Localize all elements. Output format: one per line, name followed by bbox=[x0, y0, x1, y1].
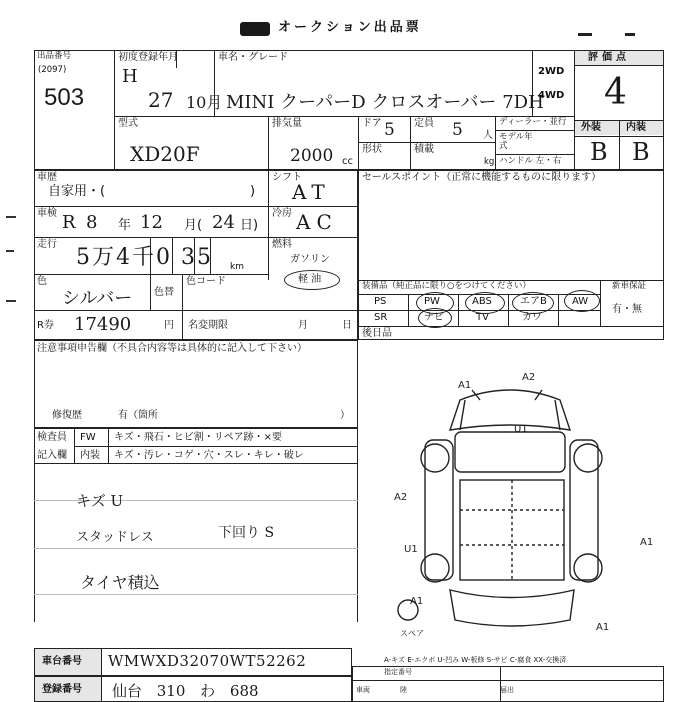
equip-ps: PS bbox=[374, 296, 387, 307]
divider bbox=[495, 154, 574, 155]
model-year-label: モデル年式 bbox=[499, 132, 533, 151]
divider bbox=[408, 294, 409, 326]
inspection-month-text: 月( bbox=[184, 218, 203, 233]
equip-tv: TV bbox=[476, 312, 489, 323]
header-mark bbox=[625, 33, 635, 36]
footer-location: 陸 bbox=[400, 686, 407, 694]
entry-label: 記入欄 bbox=[37, 450, 67, 461]
mileage-label: 走行 bbox=[37, 239, 57, 250]
score-value: 4 bbox=[604, 72, 627, 113]
registration-label: 登録番号 bbox=[42, 684, 82, 695]
capacity-label: 定員 bbox=[414, 118, 434, 129]
equipment-label: 装備品（純正品に限り○をつけてください） bbox=[362, 281, 531, 291]
chassis-value: WMWXD32070WT52262 bbox=[108, 652, 307, 670]
color-label: 色 bbox=[37, 276, 47, 287]
color-value: シルバー bbox=[62, 288, 133, 309]
car-roof bbox=[455, 432, 565, 472]
displacement-label: 排気量 bbox=[272, 118, 302, 129]
mileage-value: 5万4千0 35 bbox=[76, 245, 213, 270]
damage-mark: A2 bbox=[394, 492, 408, 503]
circle-mark bbox=[512, 292, 554, 314]
circle-mark bbox=[418, 308, 452, 328]
divider bbox=[358, 326, 664, 327]
damage-mark: A1 bbox=[596, 622, 610, 633]
footer-note: 届出 bbox=[500, 686, 514, 694]
divider bbox=[34, 206, 358, 207]
damage-mark: A1 bbox=[410, 596, 424, 607]
color-code-label: 色コード bbox=[186, 276, 226, 287]
aircon-label: 冷房 bbox=[272, 208, 292, 219]
capacity-value: 5 bbox=[452, 120, 463, 140]
divider bbox=[108, 428, 109, 464]
damage-mark: A2 bbox=[522, 372, 536, 383]
score-label: 評価点 bbox=[588, 52, 630, 63]
equip-sr: SR bbox=[374, 312, 388, 323]
name-change-month: 月 bbox=[298, 320, 308, 331]
divider bbox=[182, 274, 183, 310]
lot-number: 503 bbox=[44, 84, 85, 111]
model-type-label: 型式 bbox=[118, 118, 138, 129]
damage-mark: A1 bbox=[640, 537, 654, 548]
note-line1: キズ U bbox=[76, 492, 124, 510]
dealer-label: ディーラー・並行 bbox=[499, 117, 567, 127]
car-diagram bbox=[360, 340, 664, 650]
interior-row-label: 内装 bbox=[80, 450, 100, 461]
doors-label: ドア bbox=[362, 118, 382, 129]
repair-label: 修復歴 bbox=[52, 410, 82, 421]
doors-value: 5 bbox=[384, 120, 395, 140]
divider bbox=[214, 50, 215, 116]
inspection-day-text: 日) bbox=[240, 218, 259, 233]
divider bbox=[268, 170, 269, 280]
repair-close: ） bbox=[340, 410, 350, 421]
divider bbox=[600, 280, 601, 326]
divider bbox=[410, 116, 411, 170]
repair-value: 有（箇所 bbox=[118, 410, 158, 421]
car-name-label: 車名・グレード bbox=[218, 52, 288, 63]
lot-label: 出品番号 bbox=[37, 51, 72, 61]
divider bbox=[352, 680, 664, 681]
shift-label: シフト bbox=[272, 172, 302, 183]
note-line4: タイヤ積込 bbox=[80, 573, 160, 592]
usage-value: 自家用・( bbox=[48, 184, 106, 199]
digit-box bbox=[150, 237, 151, 274]
inspection-label: 車検 bbox=[37, 208, 57, 219]
equip-leather: カワ bbox=[522, 312, 542, 323]
first-reg-label: 初度登録年月 bbox=[118, 52, 178, 63]
first-reg-month: 10月 bbox=[186, 93, 223, 112]
ruled-line bbox=[34, 548, 358, 549]
spare-label: スペア bbox=[400, 629, 424, 638]
inspection-year-text: 年 bbox=[118, 218, 132, 233]
margin-mark bbox=[6, 216, 16, 218]
capacity-unit: 人 bbox=[483, 130, 493, 141]
equip-pw: PW bbox=[424, 296, 440, 307]
digit-box bbox=[194, 237, 195, 274]
divider bbox=[182, 310, 183, 340]
divider bbox=[114, 50, 115, 170]
divider bbox=[574, 65, 664, 66]
divider bbox=[532, 50, 533, 116]
shift-value: AT bbox=[292, 180, 331, 204]
header-logo bbox=[240, 22, 270, 36]
divider bbox=[358, 116, 359, 170]
damage-legend: A-キズ E-エクボ U-凹み W-板修 S-サビ C-腐食 XX-交換済 bbox=[384, 656, 567, 664]
divider bbox=[74, 446, 358, 447]
equip-abs: ABS bbox=[472, 296, 492, 307]
drive-2wd: 2WD bbox=[538, 66, 565, 77]
divider bbox=[495, 116, 496, 170]
inspector-label: 検査員 bbox=[37, 432, 67, 443]
damage-mark: A1 bbox=[458, 380, 472, 391]
inspection-day: 24 bbox=[212, 212, 235, 233]
inspection-year: 8 bbox=[86, 212, 98, 233]
equip-navi: ナビ bbox=[424, 312, 444, 323]
interior-grade: B bbox=[632, 138, 650, 166]
margin-mark bbox=[6, 250, 14, 252]
exterior-grade: B bbox=[590, 138, 608, 166]
divider bbox=[34, 237, 358, 238]
circle-mark bbox=[564, 290, 600, 312]
model-type-value: XD20F bbox=[130, 142, 200, 166]
divider bbox=[176, 50, 177, 68]
name-change-day: 日 bbox=[342, 320, 352, 331]
handle-label: ハンドル 左・右 bbox=[499, 156, 562, 166]
load-unit: kg bbox=[484, 157, 495, 167]
divider bbox=[558, 294, 559, 326]
name-change-label: 名変期限 bbox=[188, 320, 228, 331]
displacement-value: 2000 bbox=[290, 146, 334, 166]
ruled-line bbox=[34, 594, 358, 595]
fuel-diesel: 軽 油 bbox=[298, 274, 322, 285]
fuel-gasoline: ガソリン bbox=[290, 254, 330, 265]
color-replace-label: 色替 bbox=[154, 287, 174, 298]
footer-designated: 指定番号 bbox=[384, 668, 412, 676]
usage-label: 車歴 bbox=[37, 172, 57, 183]
exterior-label: 外装 bbox=[581, 122, 601, 133]
circle-mark bbox=[465, 292, 505, 314]
damage-mark: U1 bbox=[514, 424, 528, 435]
recycle-label: R券 bbox=[37, 320, 54, 331]
displacement-unit: cc bbox=[342, 156, 353, 167]
usage-close: ) bbox=[250, 184, 256, 199]
car-rear bbox=[450, 590, 574, 626]
damage-mark: U1 bbox=[404, 544, 418, 555]
fw-label: FW bbox=[80, 432, 96, 443]
footer-vehicle: 車両 bbox=[356, 686, 370, 694]
digit-box bbox=[210, 237, 211, 274]
aircon-value: AC bbox=[296, 210, 338, 234]
mileage-unit: km bbox=[230, 262, 244, 272]
divider bbox=[150, 274, 151, 310]
equip-airbag: エアB bbox=[520, 296, 547, 307]
divider bbox=[34, 274, 268, 275]
divider bbox=[619, 120, 620, 170]
equip-aw: AW bbox=[572, 296, 589, 307]
fuel-label: 燃料 bbox=[272, 239, 292, 250]
recycle-value: 17490 bbox=[74, 314, 132, 335]
recycle-unit: 円 bbox=[164, 320, 174, 331]
chassis-label: 車台番号 bbox=[42, 656, 82, 667]
inspection-era: R bbox=[62, 212, 76, 233]
margin-mark bbox=[6, 300, 16, 302]
note-line3: 下回り S bbox=[218, 525, 275, 541]
divider bbox=[458, 294, 459, 326]
note-line2: スタッドレス bbox=[76, 530, 154, 545]
divider bbox=[358, 142, 495, 143]
divider bbox=[101, 676, 102, 702]
car-outline-top bbox=[450, 390, 570, 430]
header-title: オークション出品票 bbox=[278, 20, 422, 35]
interior-items: キズ・汚レ・コゲ・穴・スレ・キレ・破レ bbox=[114, 450, 304, 461]
divider bbox=[500, 666, 501, 702]
drive-4wd: 4WD bbox=[538, 90, 565, 101]
notes-label: 注意事項申告欄（不具合内容等は具体的に記入して下さい） bbox=[37, 343, 307, 354]
registration-value: 仙台 310 わ 688 bbox=[112, 682, 259, 700]
inspection-month: 12 bbox=[140, 212, 163, 233]
fw-items: キズ・飛石・ヒビ割・リペア跡・×要 bbox=[114, 432, 282, 443]
interior-label: 内装 bbox=[626, 122, 646, 133]
car-name-value: MINI クーパーD クロスオーバー 7DH bbox=[226, 92, 544, 113]
first-reg-era: H bbox=[122, 66, 138, 87]
divider bbox=[101, 648, 102, 676]
rear-seat-label: 後日品 bbox=[362, 328, 392, 339]
new-warranty-label: 新車保証 bbox=[612, 281, 647, 291]
new-warranty-value: 有・無 bbox=[612, 304, 642, 315]
shape-label: 形状 bbox=[362, 144, 382, 155]
divider bbox=[508, 294, 509, 326]
sales-point-label: セールスポイント（正常に機能するものに限ります） bbox=[362, 172, 602, 183]
divider bbox=[34, 310, 358, 311]
digit-box bbox=[172, 237, 173, 274]
divider bbox=[495, 130, 574, 131]
load-label: 積載 bbox=[414, 144, 434, 155]
divider bbox=[268, 116, 269, 170]
header-mark bbox=[578, 33, 592, 36]
lot-code: (2097) bbox=[38, 65, 67, 75]
divider bbox=[574, 50, 575, 170]
first-reg-year: 27 bbox=[148, 88, 174, 112]
